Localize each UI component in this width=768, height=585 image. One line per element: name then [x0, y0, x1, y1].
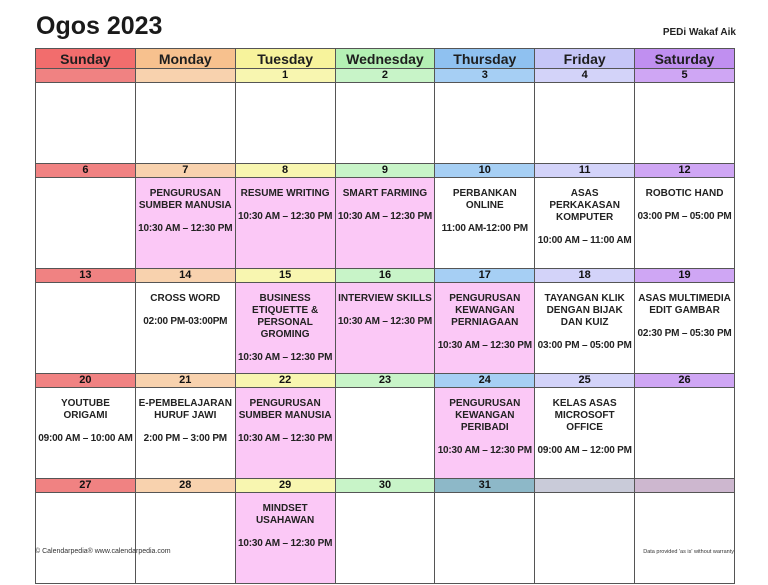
date-number: 2 — [335, 69, 435, 83]
week-1-date-row — [36, 69, 735, 83]
weekday-header-monday: Monday — [135, 49, 235, 69]
date-number: 1 — [235, 69, 335, 83]
footer-disclaimer: Data provided 'as is' without warranty — [643, 549, 734, 555]
day-cell[interactable] — [335, 388, 435, 479]
date-number: 16 — [335, 269, 435, 283]
date-number: 25 — [535, 374, 635, 388]
day-cell[interactable] — [635, 178, 735, 269]
date-number: 31 — [435, 479, 535, 493]
date-number: 6 — [36, 164, 136, 178]
event-title: INTERVIEW SKILLS — [338, 293, 432, 304]
event-time: 10:30 AM – 12:30 PM — [238, 433, 333, 444]
event-title: PERBANKAN ONLINE — [452, 188, 517, 211]
day-cell[interactable] — [335, 83, 435, 164]
date-number: 19 — [635, 269, 735, 283]
day-cell[interactable] — [135, 283, 235, 374]
weekday-header-saturday: Saturday — [635, 49, 735, 69]
day-cell[interactable] — [135, 388, 235, 479]
day-cell[interactable] — [235, 493, 335, 584]
date-number: 9 — [335, 164, 435, 178]
date-number: 7 — [135, 164, 235, 178]
event-title: ASAS MULTIMEDIA EDIT GAMBAR — [638, 293, 731, 316]
event-time: 10:30 AM – 12:30 PM — [238, 352, 333, 363]
event-title: PENGURUSAN SUMBER MANUSIA — [138, 188, 232, 211]
event-title: MINDSET USAHAWAN — [255, 503, 315, 526]
event-title: E-PEMBELAJARAN HURUF JAWI — [138, 398, 232, 421]
page-title: Ogos 2023 — [36, 12, 163, 40]
event-time: 02:00 PM-03:00PM — [143, 316, 228, 327]
day-cell[interactable] — [235, 283, 335, 374]
event-time: 10:00 AM – 11:00 AM — [537, 235, 632, 246]
weekday-header-sunday: Sunday — [36, 49, 136, 69]
date-number: 8 — [235, 164, 335, 178]
event-time: 09:00 AM – 12:00 PM — [537, 445, 632, 456]
organizer-label: PEDi Wakaf Aik — [662, 27, 736, 38]
event-title: PENGURUSAN SUMBER MANUSIA — [238, 398, 332, 421]
day-cell[interactable] — [36, 493, 136, 584]
day-cell[interactable] — [36, 283, 136, 374]
date-number: 26 — [635, 374, 735, 388]
day-cell[interactable] — [135, 178, 235, 269]
week-2-date-row — [36, 164, 735, 178]
date-number: 14 — [135, 269, 235, 283]
week-3-events-row — [36, 283, 735, 374]
date-number: 5 — [635, 69, 735, 83]
day-cell[interactable] — [36, 388, 136, 479]
day-cell[interactable] — [635, 83, 735, 164]
event-time: 10:30 AM – 12:30 PM — [238, 538, 333, 549]
event-title: PENGURUSAN KEWANGAN PERNIAGAAN — [449, 293, 521, 328]
event-time: 03:00 PM – 05:00 PM — [537, 340, 632, 351]
event-title: SMART FARMING — [342, 188, 428, 199]
week-4-date-row — [36, 374, 735, 388]
week-5-date-row — [36, 479, 735, 493]
weekday-header-tuesday: Tuesday — [235, 49, 335, 69]
day-cell[interactable] — [535, 283, 635, 374]
day-cell[interactable] — [535, 178, 635, 269]
date-number: 15 — [235, 269, 335, 283]
day-cell[interactable] — [635, 493, 735, 584]
date-number: 12 — [635, 164, 735, 178]
weekday-header-row — [36, 49, 735, 69]
date-number: 20 — [36, 374, 136, 388]
date-number: 24 — [435, 374, 535, 388]
day-cell[interactable] — [635, 283, 735, 374]
weekday-header-thursday: Thursday — [435, 49, 535, 69]
date-number: 11 — [535, 164, 635, 178]
date-number: 21 — [135, 374, 235, 388]
date-number: 28 — [135, 479, 235, 493]
event-title: ROBOTIC HAND — [645, 188, 724, 199]
day-cell[interactable] — [435, 388, 535, 479]
day-cell[interactable] — [535, 493, 635, 584]
event-time: 09:00 AM – 10:00 AM — [38, 433, 133, 444]
date-number: 23 — [335, 374, 435, 388]
day-cell[interactable] — [235, 178, 335, 269]
event-time: 10:30 AM – 12:30 PM — [437, 445, 532, 456]
event-time: 11:00 AM-12:00 PM — [441, 223, 528, 234]
week-3-date-row — [36, 269, 735, 283]
event-title: YOUTUBE ORIGAMI — [60, 398, 110, 421]
event-title: ASAS PERKAKASAN KOMPUTER — [549, 188, 620, 223]
event-title: CROSS WORD — [150, 293, 221, 304]
date-number — [635, 479, 735, 493]
footer-credit: © Calendarpedia® www.calendarpedia.com — [35, 548, 171, 555]
event-title: KELAS ASAS MICROSOFT OFFICE — [552, 398, 617, 433]
date-number: 22 — [235, 374, 335, 388]
day-cell[interactable] — [435, 283, 535, 374]
event-title: BUSINESS ETIQUETTE & PERSONAL GROMING — [252, 293, 319, 340]
day-cell[interactable] — [435, 178, 535, 269]
date-number: 10 — [435, 164, 535, 178]
day-cell[interactable] — [235, 83, 335, 164]
date-number — [535, 479, 635, 493]
day-cell[interactable] — [36, 178, 136, 269]
day-cell[interactable] — [36, 83, 136, 164]
day-cell[interactable] — [135, 493, 235, 584]
week-2-events-row — [36, 178, 735, 269]
date-number: 30 — [335, 479, 435, 493]
date-number — [135, 69, 235, 83]
day-cell[interactable] — [335, 283, 435, 374]
weekday-header-friday: Friday — [535, 49, 635, 69]
date-number: 17 — [435, 269, 535, 283]
event-time: 2:00 PM – 3:00 PM — [143, 433, 227, 444]
day-cell[interactable] — [435, 493, 535, 584]
date-number: 27 — [36, 479, 136, 493]
event-time: 10:30 AM – 12:30 PM — [337, 316, 433, 327]
day-cell[interactable] — [535, 388, 635, 479]
event-title: TAYANGAN KLIK DENGAN BIJAK DAN KUIZ — [544, 293, 625, 328]
week-5-events-row — [36, 493, 735, 584]
day-cell[interactable] — [635, 388, 735, 479]
week-1-events-row — [36, 83, 735, 164]
event-time: 10:30 AM – 12:30 PM — [337, 211, 433, 222]
event-title: RESUME WRITING — [240, 188, 330, 199]
day-cell[interactable] — [335, 178, 435, 269]
day-cell[interactable] — [435, 83, 535, 164]
day-cell[interactable] — [235, 388, 335, 479]
day-cell[interactable] — [135, 83, 235, 164]
week-4-events-row — [36, 388, 735, 479]
event-time: 03:00 PM – 05:00 PM — [637, 211, 732, 222]
event-title: PENGURUSAN KEWANGAN PERIBADI — [449, 398, 521, 433]
event-time: 10:30 AM – 12:30 PM — [238, 211, 333, 222]
day-cell[interactable] — [335, 493, 435, 584]
date-number: 4 — [535, 69, 635, 83]
event-time: 10:30 AM – 12:30 PM — [437, 340, 532, 351]
date-number: 3 — [435, 69, 535, 83]
calendar-grid — [35, 48, 735, 584]
weekday-header-wednesday: Wednesday — [335, 49, 435, 69]
date-number: 18 — [535, 269, 635, 283]
date-number: 13 — [36, 269, 136, 283]
event-time: 02:30 PM – 05:30 PM — [637, 328, 732, 339]
date-number — [36, 69, 136, 83]
day-cell[interactable] — [535, 83, 635, 164]
event-time: 10:30 AM – 12:30 PM — [138, 223, 233, 234]
date-number: 29 — [235, 479, 335, 493]
